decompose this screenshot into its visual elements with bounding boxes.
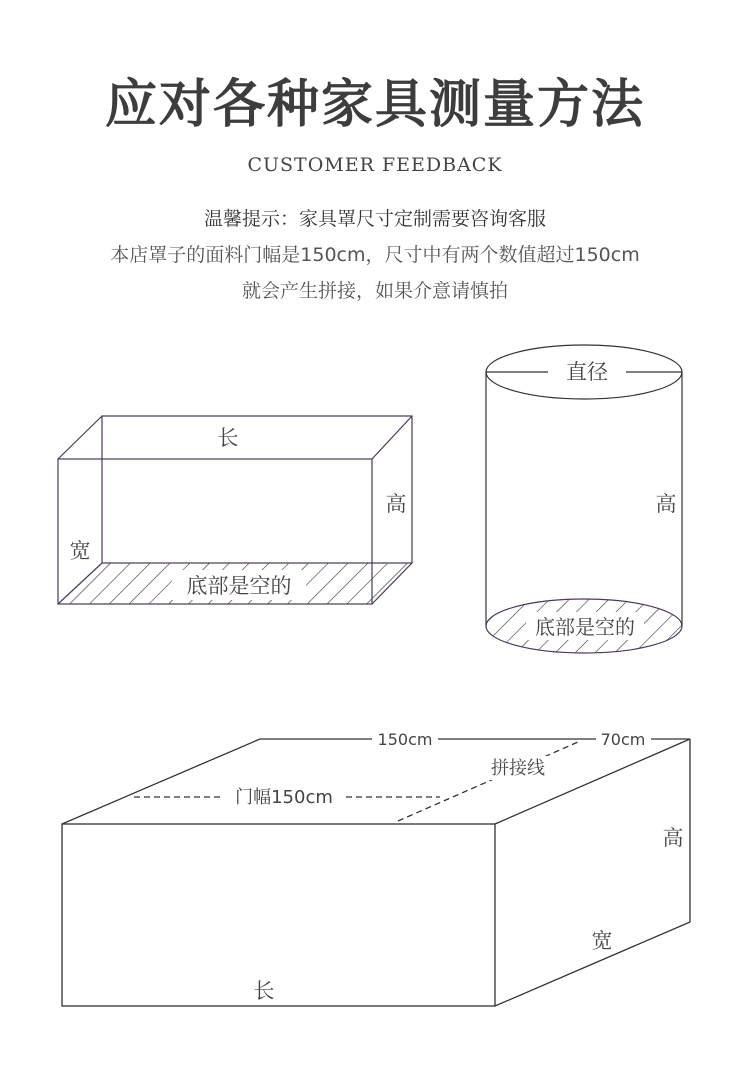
box-width-label: 宽 xyxy=(69,539,91,563)
tip-line-3: 就会产生拼接，如果介意请慎拍 xyxy=(241,280,508,302)
cylinder-height-label: 高 xyxy=(655,492,677,516)
splice-line-label: 拼接线 xyxy=(491,758,545,779)
cylinder-diagram xyxy=(486,345,682,653)
splice-dim-side-label: 70cm xyxy=(600,730,646,749)
cylinder-bottom-label: 底部是空的 xyxy=(535,615,635,639)
page-subtitle: CUSTOMER FEEDBACK xyxy=(247,154,503,176)
box-edge xyxy=(372,416,412,459)
splice-diagram xyxy=(62,739,690,1006)
box-length-label: 长 xyxy=(217,426,239,450)
width-note-label: 门幅150cm xyxy=(235,787,333,808)
splice-length-label: 长 xyxy=(253,979,275,1003)
splice-height-label: 高 xyxy=(662,826,684,850)
box-height-label: 高 xyxy=(385,492,407,516)
page-title: 应对各种家具测量方法 xyxy=(104,75,645,135)
tip-line-2: 本店罩子的面料门幅是150cm，尺寸中有两个数值超过150cm xyxy=(110,244,640,266)
splice-edge xyxy=(62,739,260,824)
splice-line xyxy=(398,742,578,821)
cylinder-diameter-label: 直径 xyxy=(566,360,608,384)
splice-width-label: 宽 xyxy=(591,929,613,953)
tip-line-1: 温馨提示：家具罩尺寸定制需要咨询客服 xyxy=(203,208,546,230)
box-back-face xyxy=(102,416,412,563)
box-bottom-label: 底部是空的 xyxy=(186,574,292,598)
splice-dim-top-label: 150cm xyxy=(377,730,433,749)
splice-edge xyxy=(495,739,690,824)
splice-front-face xyxy=(62,824,495,1006)
box-edge xyxy=(58,416,102,459)
